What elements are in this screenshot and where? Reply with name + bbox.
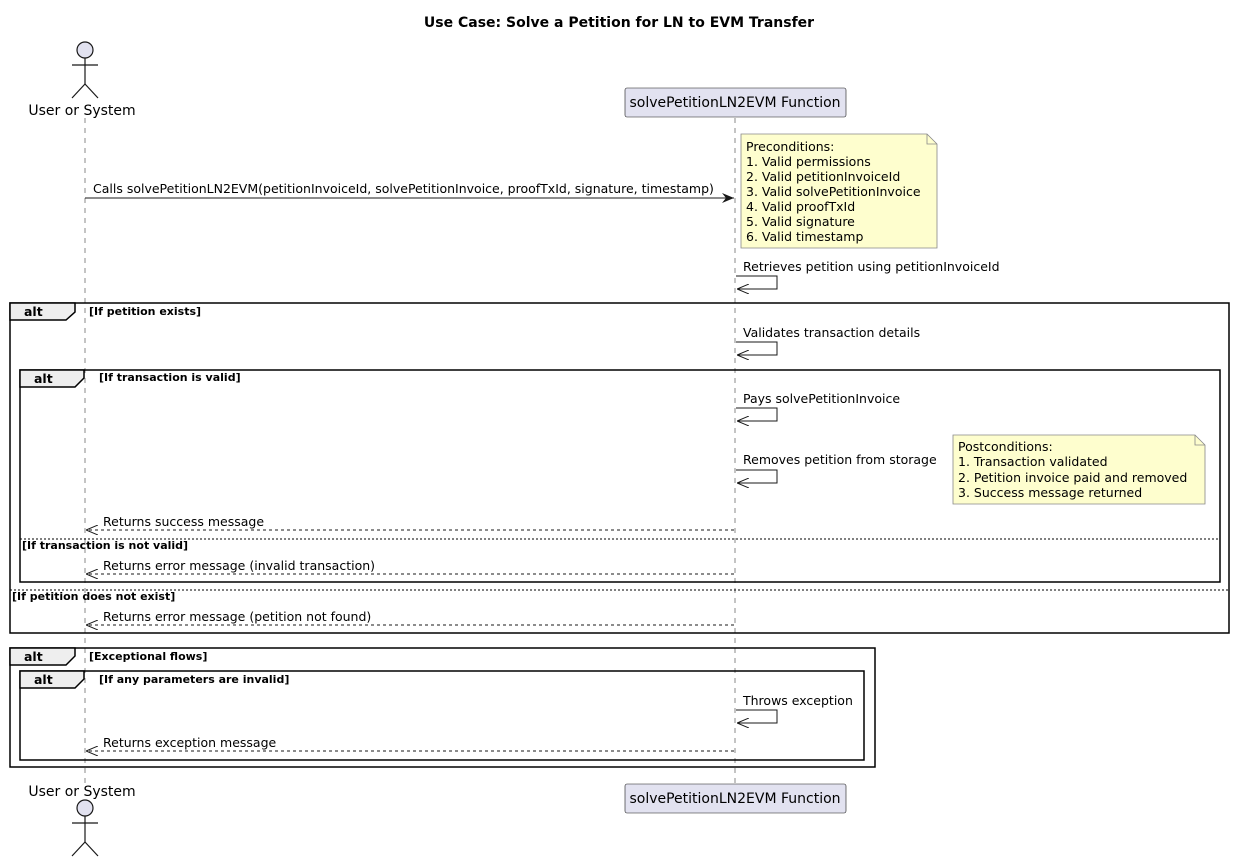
guard-params-invalid: [If any parameters are invalid] — [99, 673, 290, 686]
message-label: Returns exception message — [103, 735, 277, 750]
postcondition-line: Postconditions: — [958, 439, 1053, 454]
preconditions-note — [741, 134, 937, 248]
diagram-title: Use Case: Solve a Petition for LN to EVM Transfer — [423, 15, 815, 31]
precondition-line: 3. Valid solvePetitionInvoice — [746, 184, 921, 199]
actor-bottom — [28, 784, 135, 856]
message-label: Pays solvePetitionInvoice — [743, 391, 901, 406]
participant-top — [625, 88, 846, 117]
actor-stick-figure-icon — [72, 42, 98, 98]
actor-label-bottom: User or System — [28, 784, 136, 800]
message-returns-success — [86, 514, 734, 530]
alt-operator-label: alt — [24, 304, 43, 319]
message-removes — [736, 452, 937, 483]
actor-label-top: User or System — [28, 103, 136, 119]
message-validates — [736, 325, 920, 355]
guard-transaction-not-valid: [If transaction is not valid] — [22, 539, 189, 552]
precondition-line: Preconditions: — [746, 139, 835, 154]
message-label: Retrieves petition using petitionInvoiceId — [743, 259, 1000, 274]
message-label: Returns error message (invalid transaction) — [103, 558, 376, 573]
actor-stick-figure-icon — [72, 800, 98, 856]
postcondition-line: 3. Success message returned — [958, 485, 1143, 500]
precondition-line: 5. Valid signature — [746, 214, 855, 229]
precondition-line: 4. Valid proofTxId — [746, 199, 856, 214]
message-label: Removes petition from storage — [743, 452, 937, 467]
guard-petition-exists: [If petition exists] — [89, 305, 202, 318]
precondition-line: 2. Valid petitionInvoiceId — [746, 169, 901, 184]
alt-operator-label: alt — [24, 649, 43, 664]
participant-label-top: solvePetitionLN2EVM Function — [629, 95, 841, 111]
guard-exceptional: [Exceptional flows] — [89, 650, 208, 663]
message-throws — [736, 693, 853, 723]
postconditions-note — [953, 435, 1205, 504]
message-returns-error-not-found — [86, 609, 734, 625]
postcondition-line: 2. Petition invoice paid and removed — [958, 470, 1188, 485]
alt-operator-label: alt — [34, 672, 53, 687]
message-calls — [85, 181, 734, 198]
message-label: Returns error message (petition not found) — [103, 609, 372, 624]
participant-label-bottom: solvePetitionLN2EVM Function — [629, 791, 841, 807]
message-pays — [736, 391, 900, 421]
message-label: Returns success message — [103, 514, 265, 529]
precondition-line: 1. Valid permissions — [746, 154, 871, 169]
actor-top — [28, 42, 135, 119]
message-returns-exception — [86, 735, 734, 751]
message-label: Validates transaction details — [743, 325, 921, 340]
message-returns-error-invalid — [86, 558, 734, 574]
message-label: Calls solvePetitionLN2EVM(petitionInvoiceId, solvePetitionInvoice, proofTxId, signature, timestamp) — [93, 181, 714, 196]
message-retrieves — [736, 259, 1000, 289]
message-label: Throws exception — [743, 693, 853, 708]
guard-transaction-valid: [If transaction is valid] — [99, 371, 241, 384]
postcondition-line: 1. Transaction validated — [958, 454, 1108, 469]
guard-petition-not-exist: [If petition does not exist] — [12, 590, 176, 603]
participant-bottom — [625, 784, 846, 813]
alt-operator-label: alt — [34, 371, 53, 386]
precondition-line: 6. Valid timestamp — [746, 229, 864, 244]
